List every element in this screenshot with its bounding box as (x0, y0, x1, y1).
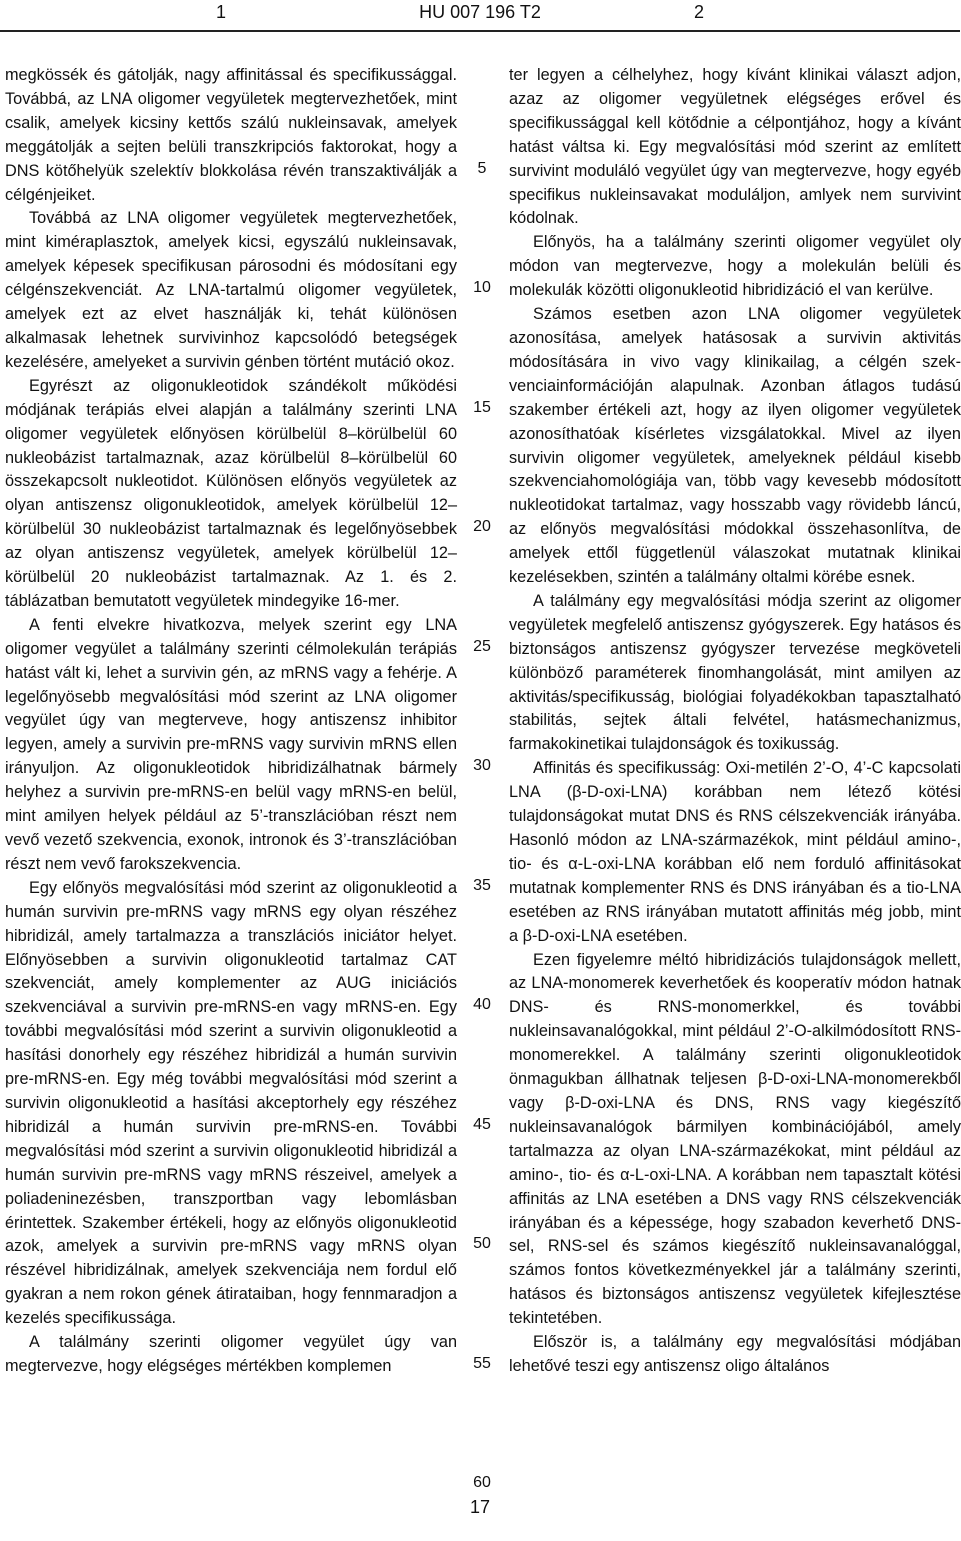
line-number-60: 60 (473, 1474, 491, 1491)
line-number-10: 10 (473, 279, 491, 296)
left-paragraph-3: Egyrészt az oligonukleotidok szándékolt működési módjának terápiás elvei alapján a találmány szerinti LNA oligomer vegyületek előnyösen körülbelül 8–körülbelül 60 nukleobázist tartalmaznak, azaz körülbelül 8–körülbelül 60 összekapcsolt nukleotidot. Különösen előnyös vegyületek az olyan antiszensz oligonukleotidok, amelyek körülbelül 12–körülbelül 30 nukleobázist tartalmaznak és legelőnyösebbek az olyan antiszensz vegyületek, amelyek körülbelül 12–körülbelül 20 nukleobázist tartalmaznak. Az 1. és 2. táblázatban bemutatott vegyületek mindegyike 16-mer. (5, 376, 457, 610)
left-paragraph-6: A találmány szerinti oligomer vegyület úgy van megtervezve, hogy elégséges mértékben komplemen (5, 1333, 457, 1375)
line-number-30: 30 (473, 757, 491, 774)
right-page-number: 2 (694, 2, 705, 22)
right-paragraph-5: Affinitás és specifikusság: Oxi-metilén 2’-O, 4’-C kapcsolati LNA (β-D-oxi-LNA) korábban nem létező kötési tulajdonságokat mutat DNS és RNS célszekvenciák irányába. Hasonló módon az LNA-származékok, mint például amino-, tio- és α-L-oxi-LNA korábban elő nem forduló affinitásokat mutatnak komplementer RNS és DNS irányában és a tio-LNA esetében az RNS irányában mutatott affinitás még jobb, mint a β-D-oxi-LNA esetében. (509, 759, 961, 945)
line-number-55: 55 (473, 1355, 491, 1372)
left-paragraph-2: Továbbá az LNA oligomer vegyületek megtervezhetőek, mint kiméraplasztok, amelyek kicsi, egyszálú nukleinsavak, amelyek képesek specifikusan párosodni és módosítani egy célgénszekvenciát. Az LNA-tartalmú oligomer vegyületek, amelyek ezt az elvet használják ki, tehát különösen alkalmasak lehetnek survivinhoz kapcsolódó betegségek kezelésére, amelyeket a survivin génben történt mutáció okoz. (5, 209, 457, 371)
page-header (0, 0, 960, 40)
header-rule (0, 30, 960, 32)
right-paragraph-2: Előnyös, ha a találmány szerinti oligomer vegyület oly módon van megtervezve, hogy a molekulán belüli és molekulák közötti oligonukleotid hibridizáció el van kerülve. (509, 233, 961, 300)
line-number-20: 20 (473, 518, 491, 535)
right-text-column (509, 64, 961, 1379)
page-number: 17 (469, 1497, 491, 1517)
left-paragraph-5: Egy előnyös megvalósítási mód szerint az oligonukleotid a humán survivin pre-mRNS vagy mRNS egy olyan részéhez hibridizál, amely tartalmazza a transzlációs iniciátor helyet. Előnyösebben a survivin oligonukleotid tartalmaz CAT szekvenciát, amely komplementer az AUG iniciációs szekvenciával a survivin pre-mRNS-en vagy mRNS-en. Egy további megvalósítási mód szerint a survivin oligonukleotid a hasítási donorhely egy részéhez hibridizál a humán survivin pre-mRNS-en. Egy még további megvalósítási mód szerint a survivin oligonukleotid a hasítási akceptorhely egy részéhez hibridizál a humán survivin pre-mRNS-en. További megvalósítási mód szerint a survivin oligonukleotid hibridizál a humán survivin pre-mRNS vagy mRNS részeivel, amelyek a poliadeninezésben, transzportban vagy lebomlásban érintettek. Szakember értékeli, hogy az előnyös oligonukleotid azok, amelyek a survivin pre-mRNS vagy mRNS olyan részével hibridizálnak, amelyek szekvenciája nem fordul elő gyakran a nem rokon gének átirataiban, hogy fennmaradjon a kezelés specifikussága. (5, 878, 457, 1328)
right-paragraph-1: ter legyen a célhelyhez, hogy kívánt klinikai választ adjon, azaz az oligomer vegyületnek elégséges erővel és specifikussággal kell kötődnie a célpontjához, hogy a kívánt hatást váltsa ki. Egy megvalósítási mód szerint az említett survivint moduláló vegyület úgy van megtervezve, hogy egyéb specifikus nukleinsavakat moduláljon, amlyek nem survivint kódolnak. (509, 66, 961, 228)
left-text-column (5, 64, 457, 1379)
right-paragraph-7: Először is, a találmány egy megvalósítási módjában lehetővé teszi egy antiszensz oligo általános (509, 1333, 961, 1375)
line-number-25: 25 (473, 638, 491, 655)
right-paragraph-3: Számos esetben azon LNA oligomer vegyületek azonosítása, amelyek hatásosak a survivin aktivitás módosítására in vivo vagy klinikailag, a célgén szekvenciainformációján alapulnak. Azonban átlagos tudású szakember értékeli azt, hogy az ilyen oligomer vegyületek azonosíthatóak kísérletes vizsgálatokkal. Mivel az ilyen survivin oligomer vegyületek, amelyeknek például kisebb szekvenciahomológiája van, több vagy kevesebb módosított nukleotidokat tartalmaz, vagy hosszabb vagy rövidebb láncú, az előnyös megvalósítási módokkal összehasonlítva, de amelyek ettől függetlenül válaszokat mutatnak klinikai kezelésekben, szintén a találmány oltalmi körébe esnek. (509, 305, 961, 587)
line-number-15: 15 (473, 399, 491, 416)
line-number-40: 40 (473, 996, 491, 1013)
left-page-number: 1 (216, 2, 227, 22)
left-paragraph-4: A fenti elvekre hivatkozva, melyek szerint egy LNA oligomer vegyület a találmány szerinti célmolekulán terápiás hatást vált ki, lehet a survivin gén, az mRNS vagy a fehérje. A legelőnyösebb megvalósítási mód szerint az LNA oligomer vegyület úgy van megterveve, hogy antiszensz inhibitor legyen, amely a survivin pre-mRNS vagy survivin mRNS ellen irányuljon. Az oligonukleotidok hibridizálhatnak bármely helyhez a survivin pre-mRNS-en belül vagy mRNS-en belül, mint amilyen helyek például az 5’-transzlációban részt nem vevő vezető szekvencia, exonok, intronok és 3’-transzlációban részt nem vevő farokszekvencia. (5, 615, 457, 873)
line-number-50: 50 (473, 1235, 491, 1252)
right-paragraph-6: Ezen figyelemre méltó hibridizációs tulajdonságok mellett, az LNA-monomerek keverhetőek és kooperatív módon hatnak DNS- és RNS-monomerkkel, és további nukleinsavanalógokkal, mint például 2’-O-alkilmódosított RNS-monomerekkel. A találmány szerinti oligonukleotidok önmagukban állhatnak teljesen β-D-oxi-LNA-monomerekből vagy β-D-oxi-LNA és DNS, RNS vagy kiegészítő nukleinsavanalógok bármilyen kombinációjából, amely tartalmazza az olyan LNA-származékokat, mint például az amino-, tio- és α-L-oxi-LNA. A korábban nem tapasztalt kötési affinitás az LNA esetében a DNS vagy RNS célszekvenciák irányában és a képessége, hogy szabadon keverhető DNS-sel, RNS-sel és számos kiegészítő nukleinsavanalóggal, számos fontos következményekkel jár a találmány szerinti, hatásos és biztonságos antiszensz vegyületek kifejlesztése tekintetében. (509, 950, 961, 1328)
left-paragraph-1: megkössék és gátolják, nagy affinitással és specifikussággal. Továbbá, az LNA oligomer vegyületek megtervezhetőek, mint csalik, amelyek kicsiny kettős szálú nukleinsavak, amelyek meggátolják a sejten belüli transzkripciós faktorokat, hogy a DNS kötőhelyük szelektív blokkolása révén transzaktiválják a célgénjeiket. (5, 66, 457, 204)
right-paragraph-4: A találmány egy megvalósítási módja szerint az oligomer vegyületek megfelelő antiszensz gyógyszerek. Egy hatásos és biztonságos antiszensz gyógyszer tervezése megköveteli különböző paraméterek finomhangolását, mint amilyen az aktivitás/specifikusság, biológiai folyadékokban tapasztalható stabilitás, sejtek általi felvétel, hatásmechanizmus, farmakokinetikai tulajdonságok és toxikusság. (509, 591, 961, 754)
document-id: HU 007 196 T2 (419, 2, 541, 22)
line-number-5: 5 (477, 160, 487, 177)
line-number-35: 35 (473, 877, 491, 894)
line-number-45: 45 (473, 1116, 491, 1133)
